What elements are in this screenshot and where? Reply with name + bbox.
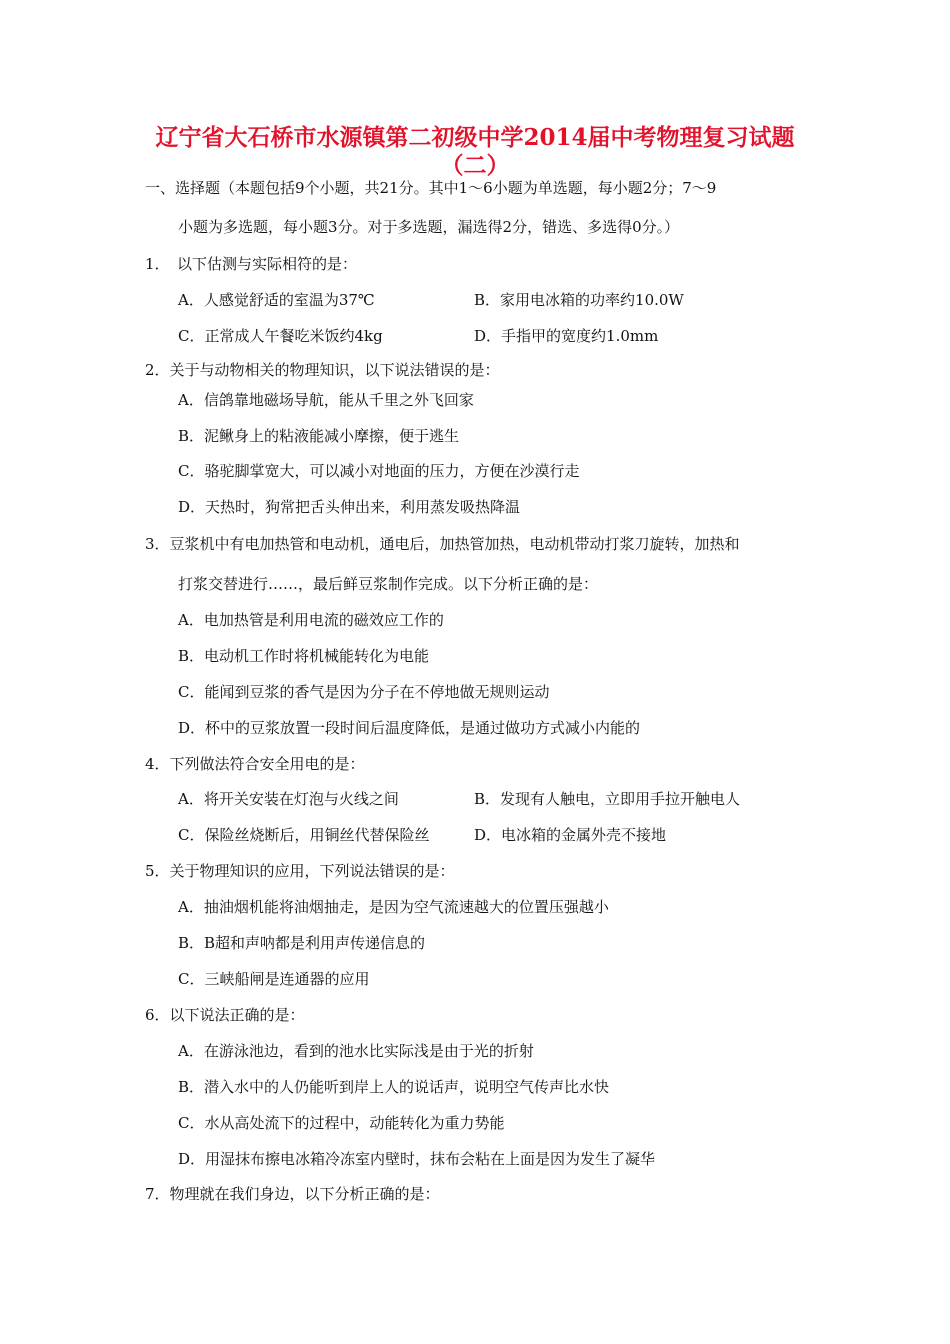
question-4-option-c: C．保险丝烧断后，用铜丝代替保险丝	[178, 826, 430, 844]
question-4-option-b: B．发现有人触电，立即用手拉开触电人	[474, 790, 741, 808]
question-3-stem: 3．豆浆机中有电加热管和电动机，通电后，加热管加热，电动机带动打浆刀旋转，加热和	[145, 535, 740, 553]
question-1-option-a: A．人感觉舒适的室温为37℃	[178, 291, 375, 309]
question-5-option-b: B．B超和声呐都是利用声传递信息的	[178, 934, 426, 952]
question-4-option-a: A．将开关安装在灯泡与火线之间	[178, 790, 399, 808]
question-3-option-a: A．电加热管是利用电流的磁效应工作的	[178, 611, 444, 629]
question-7-stem: 7．物理就在我们身边，以下分析正确的是：	[145, 1185, 440, 1203]
section-heading: 一、选择题（本题包括9个小题，共21分。其中1～6小题为单选题，每小题2分；7～9	[145, 179, 717, 197]
question-3-option-d: D．杯中的豆浆放置一段时间后温度降低，是通过做功方式减小内能的	[178, 719, 641, 737]
question-1-option-d: D．手指甲的宽度约1.0mm	[474, 327, 659, 345]
question-2-stem: 2．关于与动物相关的物理知识，以下说法错误的是：	[145, 361, 500, 379]
question-5-option-c: C．三峡船闸是连通器的应用	[178, 970, 370, 988]
document-title	[0, 124, 950, 180]
question-2-option-b: B．泥鳅身上的粘液能减小摩擦，便于逃生	[178, 427, 460, 445]
question-6-stem: 6．以下说法正确的是：	[145, 1006, 305, 1024]
question-6-option-a: A．在游泳池边，看到的池水比实际浅是由于光的折射	[178, 1042, 534, 1060]
question-6-option-b: B．潜入水中的人仍能听到岸上人的说话声，说明空气传声比水快	[178, 1078, 610, 1096]
question-1-stem: 1． 以下估测与实际相符的是：	[145, 255, 358, 273]
question-4-option-d: D．电冰箱的金属外壳不接地	[474, 826, 667, 844]
question-1-option-b: B．家用电冰箱的功率约10.0W	[474, 291, 684, 309]
question-3-stem-cont: 打浆交替进行……，最后鲜豆浆制作完成。以下分析正确的是：	[178, 575, 599, 593]
question-5-option-a: A．抽油烟机能将油烟抽走，是因为空气流速越大的位置压强越小	[178, 898, 609, 916]
title-line-1: 辽宁省大石桥市水源镇第二初级中学2014届中考物理复习试题	[155, 124, 795, 151]
question-3-option-c: C．能闻到豆浆的香气是因为分子在不停地做无规则运动	[178, 683, 550, 701]
question-1-option-c: C．正常成人午餐吃米饭约4kg	[178, 327, 383, 345]
question-2-option-d: D．天热时，狗常把舌头伸出来，利用蒸发吸热降温	[178, 498, 521, 516]
question-3-option-b: B．电动机工作时将机械能转化为电能	[178, 647, 430, 665]
section-heading-cont: 小题为多选题，每小题3分。对于多选题，漏选得2分，错选、多选得0分。）	[178, 218, 680, 236]
question-2-option-a: A．信鸽靠地磁场导航，能从千里之外飞回家	[178, 391, 474, 409]
question-6-option-d: D．用湿抹布擦电冰箱冷冻室内壁时，抹布会粘在上面是因为发生了凝华	[178, 1150, 656, 1168]
question-2-option-c: C．骆驼脚掌宽大，可以减小对地面的压力，方便在沙漠行走	[178, 462, 580, 480]
question-4-stem: 4．下列做法符合安全用电的是：	[145, 755, 365, 773]
question-5-stem: 5．关于物理知识的应用，下列说法错误的是：	[145, 862, 455, 880]
question-6-option-c: C．水从高处流下的过程中，动能转化为重力势能	[178, 1114, 505, 1132]
title-line-2: （二）	[440, 152, 510, 179]
